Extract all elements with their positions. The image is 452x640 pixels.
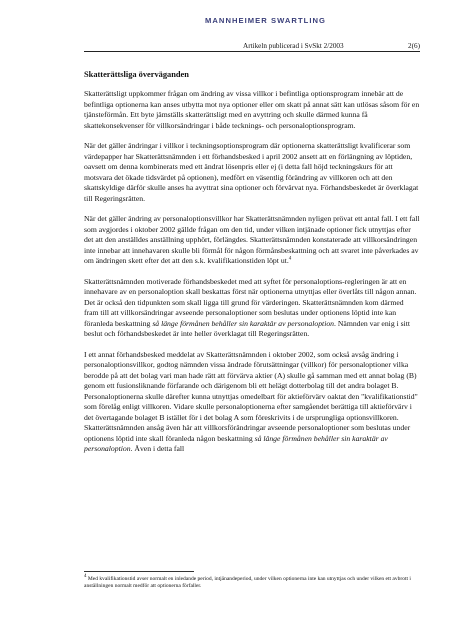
paragraph-5-text-b: . Även i detta fall <box>130 444 185 453</box>
paragraph-4-text-b: . Nämnden var enig i sitt beslut och förhandsbeskedet är inte heller överklagat till Regeringsrätten. <box>84 318 411 338</box>
footnote <box>84 576 420 591</box>
firm-name: MANNHEIMER SWARTLING <box>205 16 326 25</box>
paragraph-3-text: När det gäller ändring av personaloptionsvillkor har Skatterättsnämnden nyligen prövat ett antal fall. I ett fall som avgjordes i oktober 2002 gällde frågan om den tid, under vilken intjänade optioner fick utnyttjas efter det att den anställdes anställning upphört, förlängdes. Skatterättsnämnden konstaterade att villkorsändringen inte innebar att innehavaren skulle bli förmål för någon förmånsbeskattning och att svaret inte påverkades av om ändringen skett efter det att den s.k. kvalifikationstiden löpt ut. <box>84 214 420 265</box>
page-number: 2(6) <box>408 42 420 50</box>
paragraph-1: Skatterättsligt uppkommer frågan om ändring av vissa villkor i befintliga optionsprogram innebär att de befintliga optionerna kan anses utbytta mot nya optioner eller om skatt på annat sätt kan utlösas såsom för en tjänsteförmån. Ett byte jämställs skatterättsligt med en avyttring och skulle därmed kunna få skattekonsekvenser för villkorsändringar i både tecknings- och personaloptionsprogram. <box>84 89 420 130</box>
footnote-ref: 4 <box>288 256 292 262</box>
footnote-rule <box>84 571 194 572</box>
document-body <box>84 70 420 465</box>
paragraph-2: När det gäller ändringar i villkor i teckningsoptionsprogram där optionerna skatterättsligt kvalificerar som värdepapper har Skatterättsnämnden i ett förhandsbesked i april 2002 ansett att en förlängning av löptiden, oavsett om denna kombinerats med ett ändrat lösenpris eller ej (i detta fall höjd teckningskurs för att motsvara det ökade tidsvärdet på optionen), medfört en väsentlig förändring av villkoren och att den skattskyldige därför skulle anses ha avyttrat sina optioner och förvärvat nya. Förhandsbeskedet är överklagat till Regeringsrätten. <box>84 141 419 203</box>
paragraph-4 <box>84 277 420 340</box>
paragraph-5 <box>84 350 420 455</box>
footnote-text: Med kvalifikationstid avser normalt en inledande period, intjänandeperiod, under vilken optionerna inte kan utnyttjas och under vilken ett avbrott i anställningen normalt medför att optionerna förfaller. <box>84 576 411 590</box>
article-info: Artikeln publicerad i SvSkt 2/2003 <box>243 42 344 50</box>
section-heading: Skatterättsliga överväganden <box>84 70 189 79</box>
footnote-number: 4 <box>84 574 87 580</box>
header-rule <box>84 51 420 52</box>
paragraph-4-text-a: Skatterättsnämnden motiverade förhandsbeskedet med att syftet för personaloptions-regleringen är att en innehavare av en personaloption skall beskattas först när optionerna utnyttjas eller överlåts till någon annan. Det är också den tidpunkten som skall ligga till grund för värderingen. Skatterättsnämnden kom därmed fram till att villkorsändringar avseende personaloptioner som beslutas under optionens löptid inte kan föranleda beskattning <box>84 276 417 328</box>
page-header <box>243 42 420 50</box>
paragraph-4-emphasis: så länge förmånen behåller sin karaktär av personaloption <box>152 318 335 328</box>
paragraph-5-text-a: I ett annat förhandsbesked meddelat av Skatterättsnämnden i oktober 2002, som också avsåg ändring i personaloptionsvillkor, godtog nämnden vissa ändrade förutsättningar (villkor) för personaloptioner vilka berodde på att det bolag vari man hade rätt att förvärva aktier (A) skulle gå samman med ett annat bolag (B) genom ett fusionsliknande förfarande och därigenom bli ett helägt dotterbolag till det andra bolaget B. Personaloptionerna skulle därefter kunna utnyttjas omedelbart för aktieförvärv oaktat den "kvalifikationstid" som förelåg enligt villkoren. Vidare skulle personaloptionerna efter samgåendet berättiga till aktieförvärv i det övertagande bolaget B istället för i det bolag A som föreskrivits i de ursprungliga optionsvillkoren. Skatterättsnämnden ansåg även här att villkorsförändringar avseende personaloptioner som beslutas under optionens löptid inte skall föranleda någon beskattning <box>84 349 418 443</box>
paragraph-3 <box>84 214 420 267</box>
paragraph-5-emphasis: så länge förmånen behåller sin karaktär av personaloption <box>84 433 388 453</box>
